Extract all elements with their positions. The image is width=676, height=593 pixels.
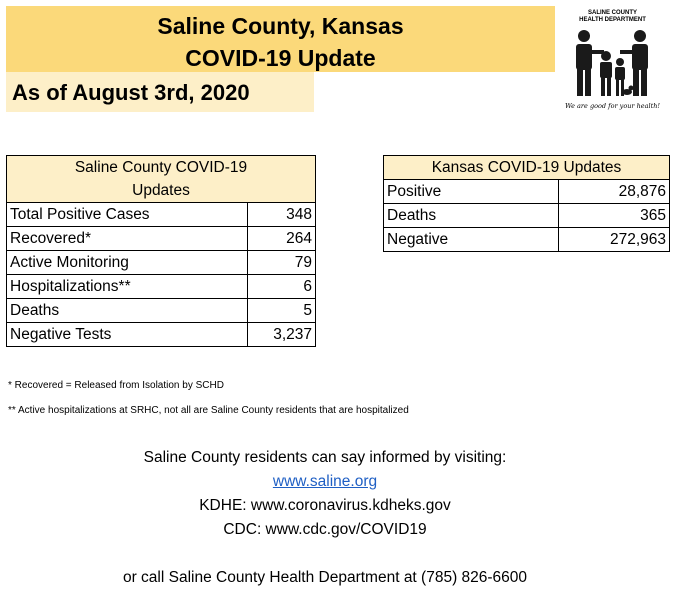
row-label: Positive [384, 180, 559, 204]
saline-table-title-line1: Saline County COVID-19 [74, 159, 248, 176]
kansas-table [383, 155, 670, 252]
row-label: Deaths [384, 204, 559, 228]
saline-table-header [7, 156, 316, 203]
kansas-table-header: Kansas COVID-19 Updates [384, 156, 670, 180]
hospitalizations-footnote: ** Active hospitalizations at SRHC, not all are Saline County residents that are hospitalized [8, 405, 409, 416]
row-value: 28,876 [559, 180, 670, 204]
family-icon [570, 28, 656, 100]
saline-website-link[interactable]: www.saline.org [272, 473, 378, 490]
health-department-logo [560, 8, 665, 113]
table-row [384, 204, 670, 228]
row-value: 272,963 [559, 228, 670, 252]
row-label: Negative Tests [7, 323, 248, 347]
table-row [7, 227, 316, 251]
page-subtitle: COVID-19 Update [185, 45, 376, 71]
logo-org-line2: HEALTH DEPARTMENT [579, 17, 646, 23]
contact-intro: Saline County residents can say informed by visiting: [143, 449, 507, 466]
row-value: 3,237 [248, 323, 316, 347]
saline-county-table [6, 155, 316, 347]
table-row [7, 299, 316, 323]
recovered-footnote: * Recovered = Released from Isolation by SCHD [8, 380, 224, 391]
as-of-banner [6, 72, 314, 112]
table-row [7, 323, 316, 347]
row-label: Hospitalizations** [7, 275, 248, 299]
row-value: 365 [559, 204, 670, 228]
row-label: Active Monitoring [7, 251, 248, 275]
phone-contact: or call Saline County Health Department at (785) 826-6600 [122, 569, 528, 586]
logo-tagline: We are good for your health! [564, 102, 660, 110]
table-row [384, 228, 670, 252]
cdc-website: CDC: www.cdc.gov/COVID19 [223, 521, 427, 538]
saline-website-link-row [0, 472, 663, 492]
table-row [384, 180, 670, 204]
row-value: 79 [248, 251, 316, 275]
logo-org-line1: SALINE COUNTY [587, 10, 637, 16]
table-row [7, 203, 316, 227]
table-row [7, 275, 316, 299]
saline-table-title-line2: Updates [132, 182, 190, 199]
row-label: Recovered* [7, 227, 248, 251]
row-value: 348 [248, 203, 316, 227]
as-of-date: As of August 3rd, 2020 [12, 80, 250, 105]
row-label: Negative [384, 228, 559, 252]
kdhe-website: KDHE: www.coronavirus.kdheks.gov [199, 497, 451, 514]
title-banner [6, 6, 555, 72]
page-title: Saline County, Kansas [157, 13, 404, 39]
row-value: 5 [248, 299, 316, 323]
table-row [7, 251, 316, 275]
row-label: Total Positive Cases [7, 203, 248, 227]
row-value: 264 [248, 227, 316, 251]
row-value: 6 [248, 275, 316, 299]
row-label: Deaths [7, 299, 248, 323]
